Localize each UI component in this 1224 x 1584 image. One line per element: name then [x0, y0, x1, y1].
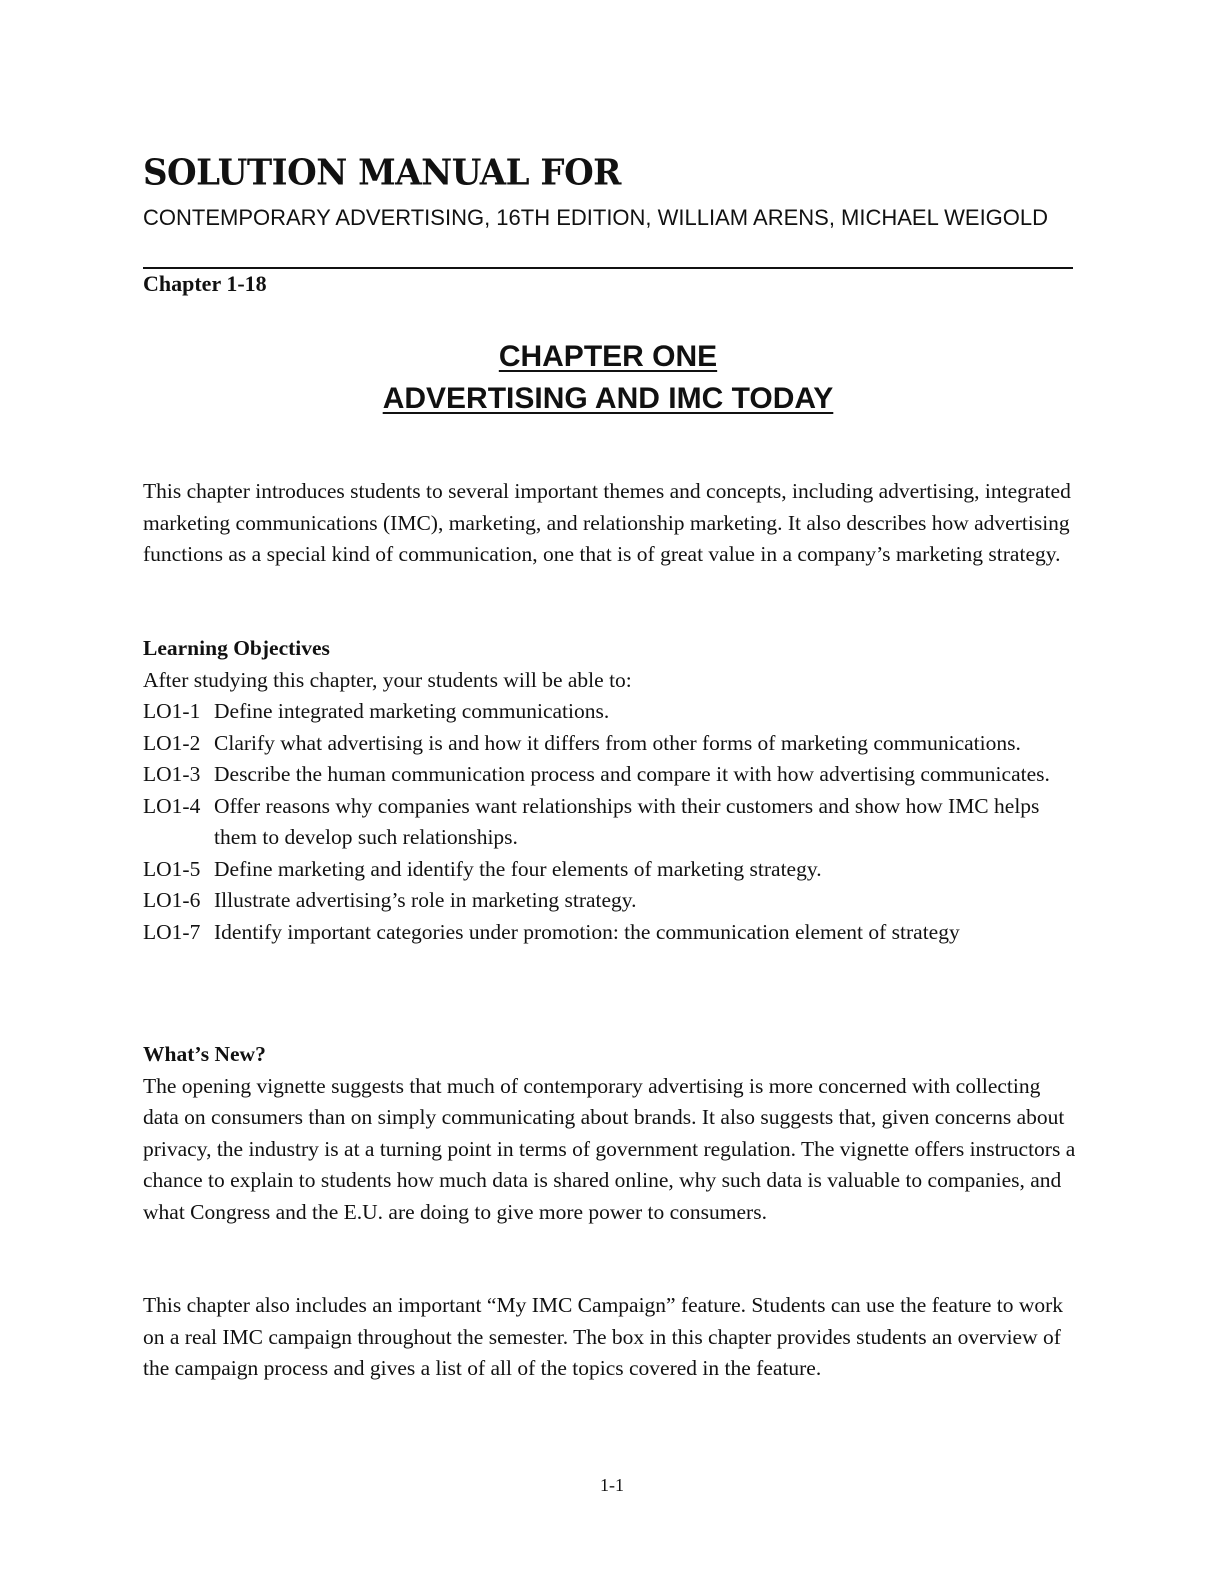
objective-text: Identify important categories under promotion: the communication element of strategy — [214, 919, 960, 944]
learning-objectives-heading: Learning Objectives — [143, 636, 330, 660]
learning-objectives-section — [143, 633, 1078, 948]
objective-code: LO1-4 — [143, 793, 201, 818]
objective-text: Define marketing and identify the four elements of marketing strategy. — [214, 856, 822, 881]
objective-text: Offer reasons why companies want relationships with their customers and show how IMC helps them to develop such relationships. — [214, 793, 1040, 849]
objective-code: LO1-1 — [143, 699, 201, 723]
learning-objectives-lead: After studying this chapter, your students will be able to: — [143, 667, 632, 692]
whats-new-heading: What’s New? — [143, 1042, 266, 1066]
book-subtitle: CONTEMPORARY ADVERTISING, 16TH EDITION, WILLIAM ARENS, MICHAEL WEIGOLD — [143, 205, 1049, 230]
objective-text: Describe the human communication process and compare it with how advertising communicates. — [214, 762, 1050, 786]
learning-objective-item — [143, 854, 1078, 886]
page-number: 1-1 — [600, 1475, 624, 1495]
objective-code: LO1-6 — [143, 888, 201, 912]
whats-new-paragraph: The opening vignette suggests that much of contemporary advertising is more concerned with collecting data on consumers than on simply communicating about brands. It also suggests that, given concerns about privacy, the industry is at a turning point in terms of government regulation. The vignette offers instructors a chance to explain to students how much data is shared online, why such data is valuable to companies, and what Congress and the E.U. are doing to give more power to consumers. — [143, 1073, 1076, 1224]
chapter-heading — [143, 336, 1073, 420]
objective-text: Define integrated marketing communications. — [214, 699, 610, 723]
objective-code: LO1-3 — [143, 762, 201, 786]
learning-objective-item — [143, 759, 1078, 791]
objective-code: LO1-5 — [143, 856, 201, 881]
header-divider — [143, 267, 1073, 269]
chapter-number-label: CHAPTER ONE — [498, 340, 718, 373]
objective-text: Illustrate advertising’s role in marketing strategy. — [214, 888, 637, 912]
objective-code: LO1-7 — [143, 919, 201, 944]
learning-objective-item — [143, 917, 1078, 949]
whats-new-section — [143, 1039, 1078, 1228]
learning-objective-item — [143, 696, 1078, 728]
learning-objective-item — [143, 791, 1078, 854]
chapter-range: Chapter 1-18 — [143, 271, 267, 296]
objective-text: Clarify what advertising is and how it differs from other forms of marketing communications. — [214, 730, 1021, 755]
objective-code: LO1-2 — [143, 730, 201, 755]
learning-objective-item — [143, 885, 1078, 917]
campaign-paragraph: This chapter also includes an important “My IMC Campaign” feature. Students can use the feature to work on a real IMC campaign throughout the semester. The box in this chapter provides students an overview of the campaign process and gives a list of all of the topics covered in the feature. — [143, 1293, 1064, 1380]
learning-objective-item — [143, 728, 1078, 760]
intro-paragraph: This chapter introduces students to several important themes and concepts, including advertising, integrated marketing communications (IMC), marketing, and relationship marketing. It also describes how advertising functions as a special kind of communication, one that is of great value in a company’s marketing strategy. — [143, 479, 1071, 566]
chapter-title: ADVERTISING AND IMC TODAY — [382, 382, 834, 415]
manual-title: SOLUTION MANUAL FOR — [143, 152, 621, 194]
